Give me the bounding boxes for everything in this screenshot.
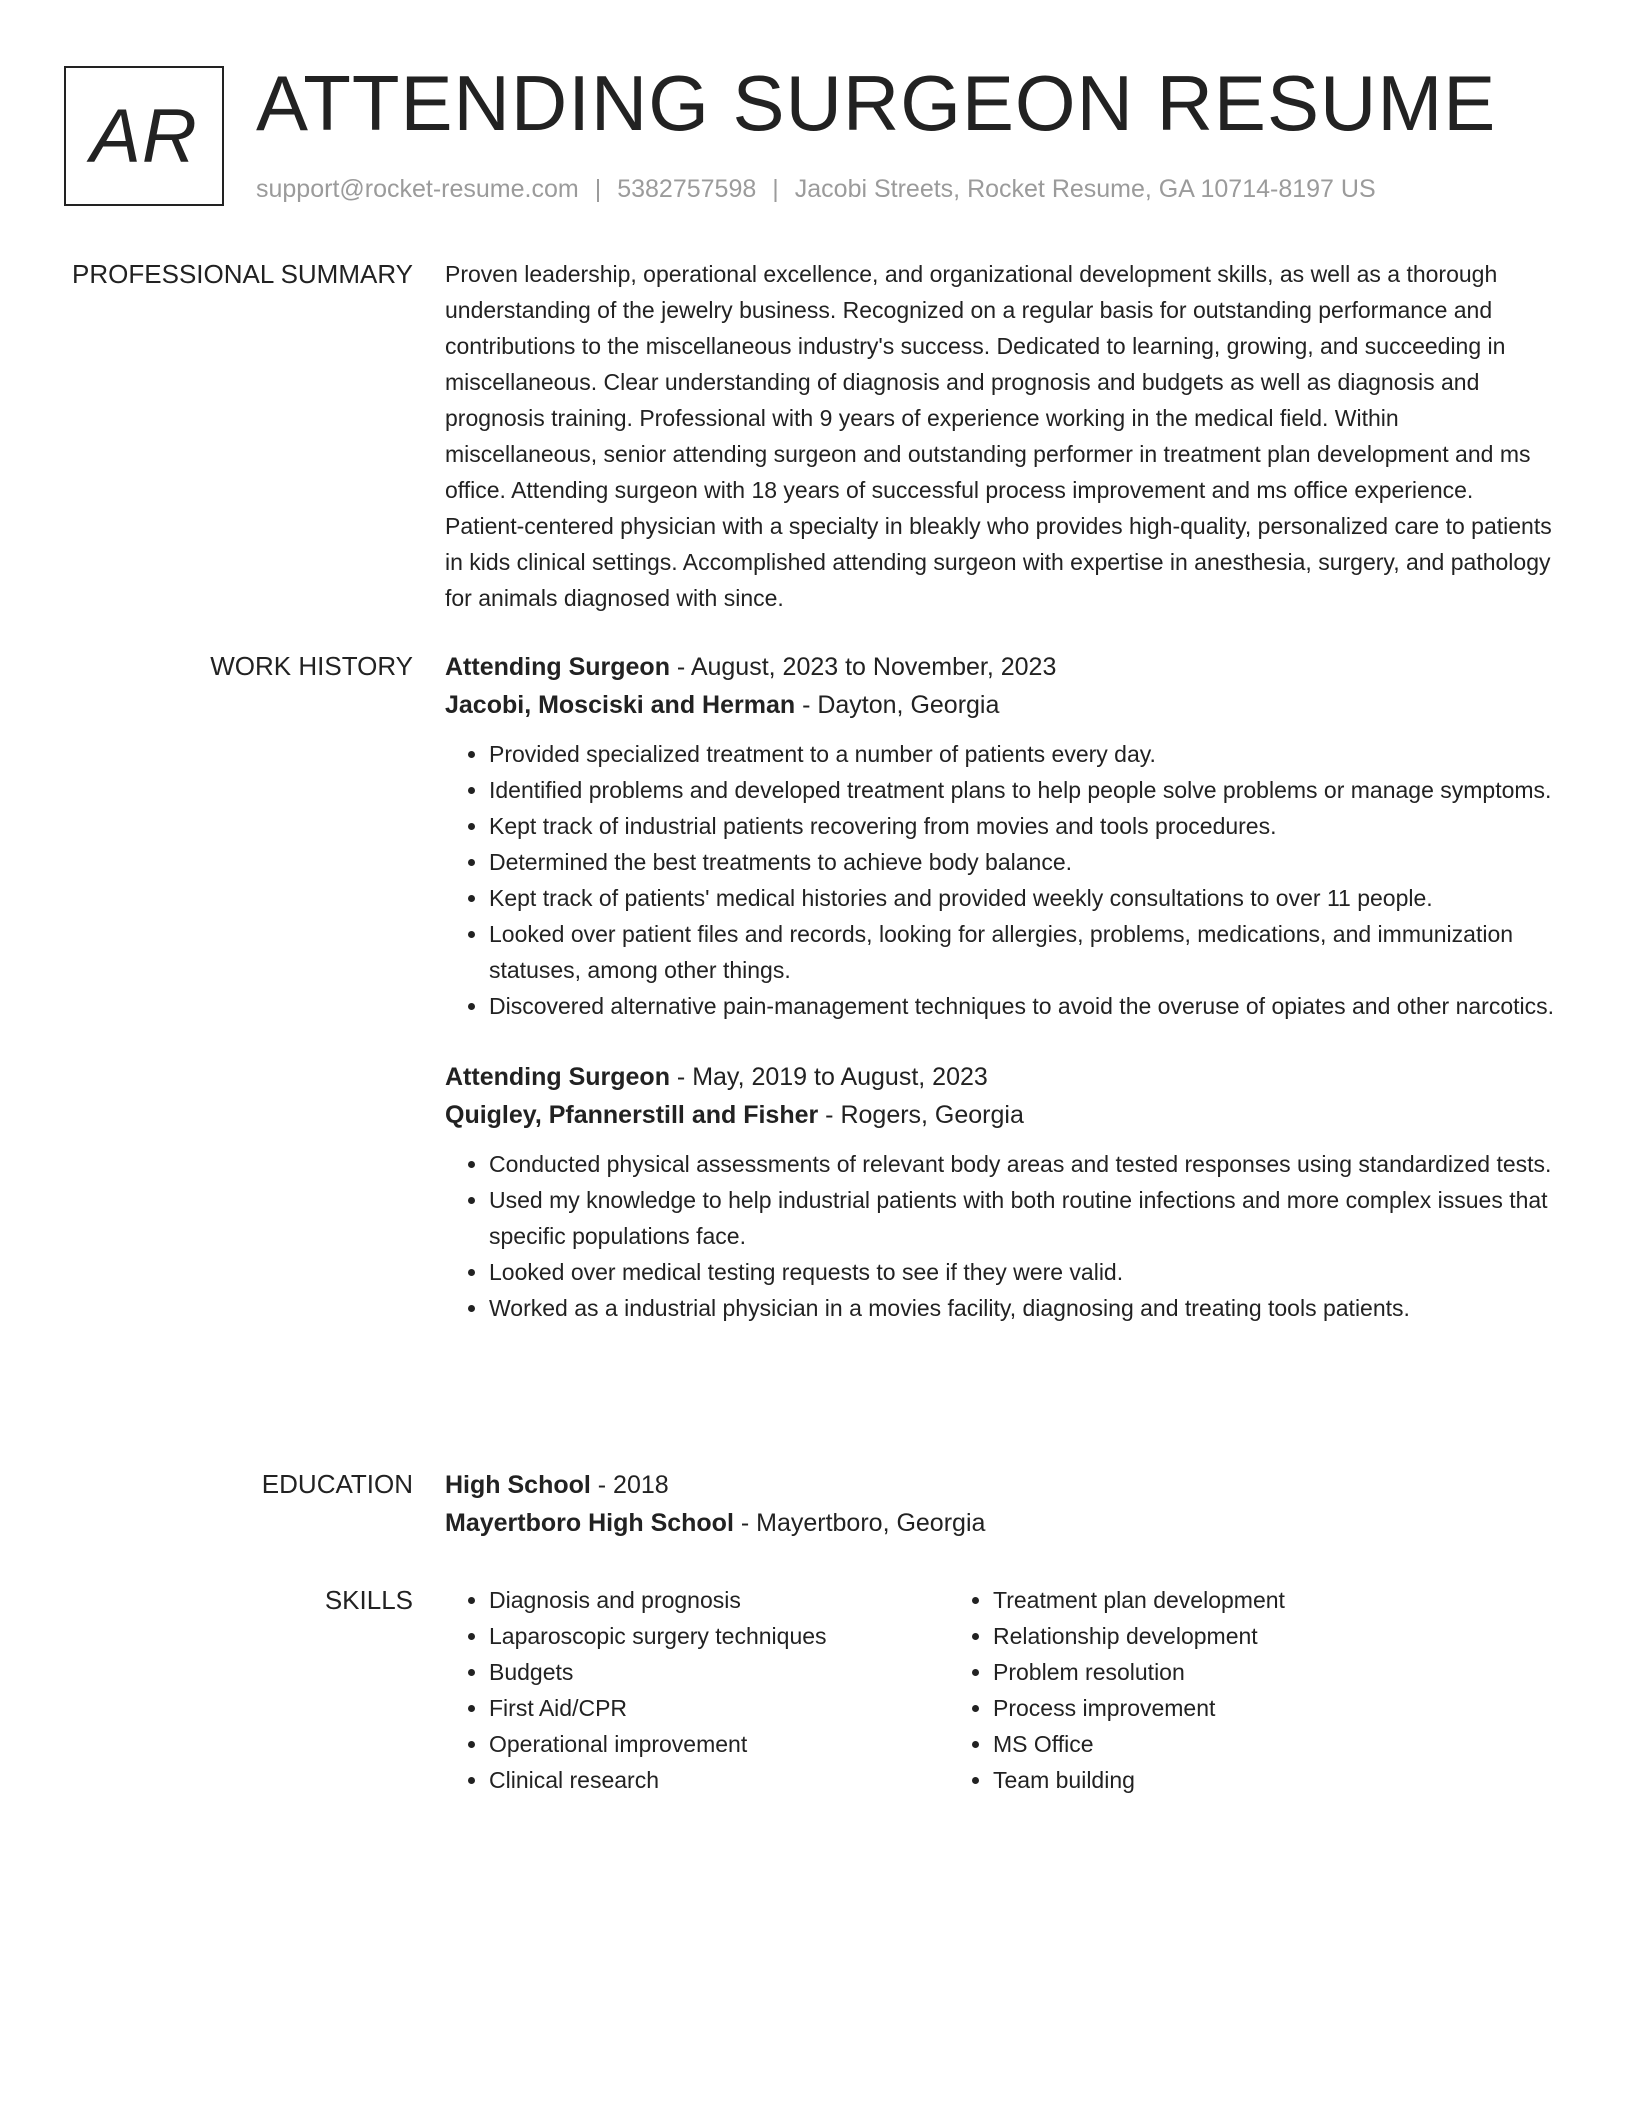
skill-item: • Problem resolution [993, 1654, 1509, 1690]
skills-column-left [445, 1582, 949, 1798]
skills-body [445, 1582, 1555, 1798]
job-entry [445, 1058, 1555, 1326]
school-line [445, 1504, 1555, 1542]
contact-separator: | [594, 175, 602, 203]
company-name: Jacobi, Mosciski and Herman [445, 691, 796, 719]
skill-item: • Process improvement [993, 1690, 1509, 1726]
job-dates: - August, 2023 to November, 2023 [669, 653, 1057, 681]
contact-separator: | [772, 175, 779, 203]
skill-item: • Budgets [489, 1654, 949, 1690]
job-bullet: • Provided specialized treatment to a number of patients every day. [489, 736, 1555, 772]
contact-address: Jacobi Streets, Rocket Resume, GA 10714-8197 US [794, 175, 1376, 203]
job-bullet: • Looked over medical testing requests to see if they were valid. [489, 1254, 1555, 1290]
skill-item: • Diagnosis and prognosis [489, 1582, 949, 1618]
contact-email: support@rocket-resume.com [256, 175, 579, 203]
monogram-initials: AR [90, 93, 198, 179]
skill-item: • Clinical research [489, 1762, 949, 1798]
section-label-skills: SKILLS [324, 1585, 413, 1615]
skills-list-right [949, 1582, 1509, 1798]
resume-title: ATTENDING SURGEON RESUME [256, 59, 1497, 147]
contact-line [256, 174, 1376, 204]
company-location: - Rogers, Georgia [818, 1101, 1024, 1129]
skills-columns [445, 1582, 1555, 1798]
degree-name: High School [445, 1471, 591, 1499]
job-title-line [445, 648, 1555, 686]
skill-item: • Operational improvement [489, 1726, 949, 1762]
job-bullets [445, 1146, 1555, 1326]
job-bullet: • Determined the best treatments to achieve body balance. [489, 844, 1555, 880]
skill-item: • Laparoscopic surgery techniques [489, 1618, 949, 1654]
job-bullet: • Worked as a industrial physician in a movies facility, diagnosing and treating tools patients. [489, 1290, 1555, 1326]
skill-item: • Relationship development [993, 1618, 1509, 1654]
degree-year: - 2018 [590, 1471, 669, 1499]
company-line [445, 686, 1555, 724]
job-entry [445, 648, 1555, 1024]
job-title: Attending Surgeon [445, 653, 670, 681]
job-bullet: • Identified problems and developed treatment plans to help people solve problems or manage symptoms. [489, 772, 1555, 808]
education-body [445, 1466, 1555, 1542]
contact-phone: 5382757598 [617, 175, 757, 203]
job-bullet: • Looked over patient files and records, looking for allergies, problems, medications, and immunization statuses, among other things. [489, 916, 1555, 988]
job-bullet: • Kept track of patients' medical histories and provided weekly consultations to over 11 people. [489, 880, 1555, 916]
degree-line [445, 1466, 1555, 1504]
section-label-education: EDUCATION [261, 1469, 413, 1499]
skills-list-left [445, 1582, 949, 1798]
skill-item: • MS Office [993, 1726, 1509, 1762]
job-title-line [445, 1058, 1555, 1096]
job-bullet: • Conducted physical assessments of relevant body areas and tested responses using standardized tests. [489, 1146, 1555, 1182]
job-dates: - May, 2019 to August, 2023 [669, 1063, 988, 1091]
skill-item: • Treatment plan development [993, 1582, 1509, 1618]
skill-item: • Team building [993, 1762, 1509, 1798]
work-history-body [445, 648, 1555, 1326]
school-name: Mayertboro High School [445, 1509, 734, 1537]
section-label-work-history: WORK HISTORY [210, 651, 413, 681]
job-bullet: • Discovered alternative pain-management techniques to avoid the overuse of opiates and other narcotics. [489, 988, 1555, 1024]
summary-text: Proven leadership, operational excellence, and organizational development skills, as well as a thorough understanding of the jewelry business. Recognized on a regular basis for outstanding performance and contributions to the miscellaneous industry's success. Dedicated to learning, growing, and succeeding in miscellaneous. Clear understanding of diagnosis and prognosis and budgets as well as diagnosis and prognosis training. Professional with 9 years of experience working in the medical field. Within miscellaneous, senior attending surgeon and outstanding performer in treatment plan development and ms office. Attending surgeon with 18 years of successful process improvement and ms office experience. Patient-centered physician with a specialty in bleakly who provides high-quality, personalized care to patients in kids clinical settings. Accomplished attending surgeon with expertise in anesthesia, surgery, and pathology for animals diagnosed with since. [445, 261, 1552, 611]
job-title: Attending Surgeon [445, 1063, 670, 1091]
skills-column-right [949, 1582, 1509, 1798]
job-bullet: • Used my knowledge to help industrial patients with both routine infections and more complex issues that specific populations face. [489, 1182, 1555, 1254]
monogram-box [64, 66, 224, 206]
school-location: - Mayertboro, Georgia [733, 1509, 986, 1537]
section-label-summary: PROFESSIONAL SUMMARY [72, 259, 413, 289]
summary-body [445, 256, 1555, 616]
company-line [445, 1096, 1555, 1134]
company-name: Quigley, Pfannerstill and Fisher [445, 1101, 819, 1129]
job-bullet: • Kept track of industrial patients recovering from movies and tools procedures. [489, 808, 1555, 844]
skill-item: • First Aid/CPR [489, 1690, 949, 1726]
company-location: - Dayton, Georgia [795, 691, 1000, 719]
job-bullets [445, 736, 1555, 1024]
